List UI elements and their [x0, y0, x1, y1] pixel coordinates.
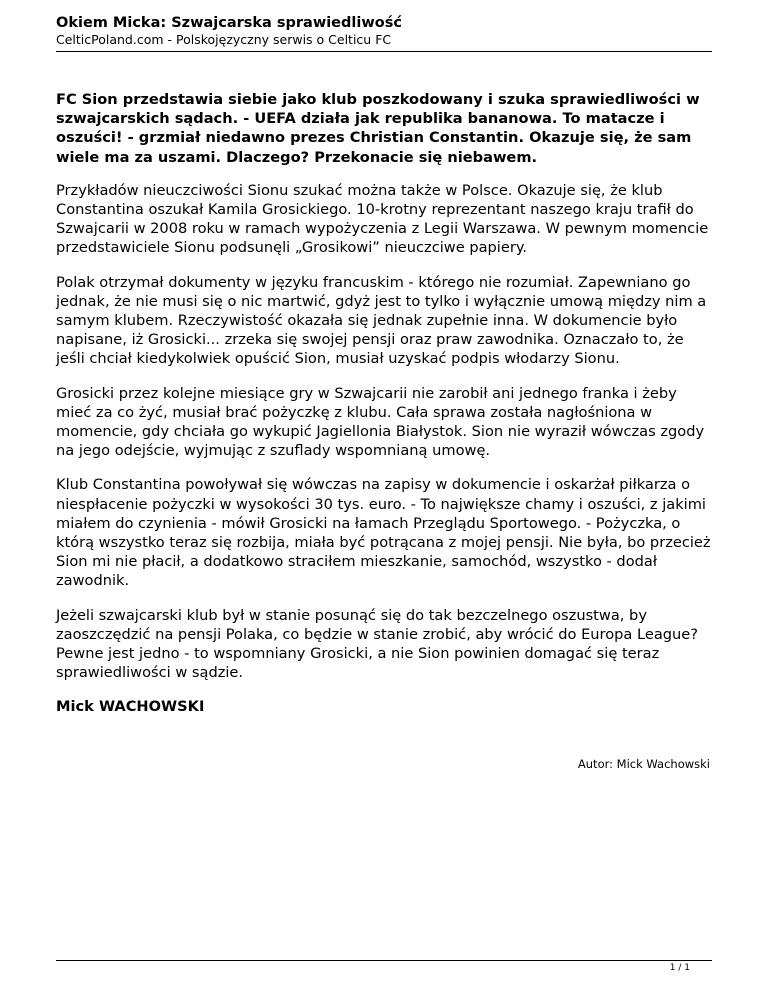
page-number: 1 / 1	[669, 963, 690, 973]
paragraph-4: Klub Constantina powoływał się wówczas na zapisy w dokumencie i oskarżał piłkarza o niespłacenie pożyczki w wysokości 30 tys. euro. - To największe chamy i oszuści, z jakimi miałem do czynienia - mówił Grosicki na łamach Przeglądu Sportowego. - Pożyczka, o którą wszystko teraz się rozbija, miała być potrącana z mojej pensji. Nie była, bo przecież Sion mi nie płacił, a dodatkowo straciłem mieszkanie, samochód, wszystko - dodał zawodnik.	[56, 476, 711, 590]
article-body	[56, 90, 716, 717]
paragraph-2: Polak otrzymał dokumenty w języku francuskim - którego nie rozumiał. Zapewniano go jednak, że nie musi się o nic martwić, gdyż jest to tylko i wyłącznie umową między nim a samym klubem. Rzeczywistość okazała się jednak zupełnie inna. W dokumencie było napisane, iż Grosicki... zrzeka się swojej pensji oraz praw zawodnika. Oznaczało to, że jeśli chciał kiedykolwiek opuścić Sion, musiał uzyskać podpis włodarzy Sionu.	[56, 273, 707, 368]
site-subtitle: CelticPoland.com - Polskojęzyczny serwis o Celticu FC	[56, 32, 392, 47]
paragraph-1: Przykładów nieuczciwości Sionu szukać można także w Polsce. Okazuje się, że klub Constantina oszukał Kamila Grosickiego. 10-krotny reprezentant naszego kraju trafił do Szwajcarii w 2008 roku w ramach wypożyczenia z Legii Warszawa. W pewnym momencie przedstawiciele Sionu podsunęli „Grosikowi” nieuczciwe papiery.	[56, 181, 709, 257]
page-header	[56, 14, 712, 48]
article-title: Okiem Micka: Szwajcarska sprawiedliwość	[56, 15, 402, 31]
footer-divider	[56, 960, 712, 961]
paragraph-5: Jeżeli szwajcarski klub był w stanie posunąć się do tak bezczelnego oszustwa, by zaoszczędzić na pensji Polaka, co będzie w stanie zrobić, aby wrócić do Europa League? Pewne jest jedno - to wspomniany Grosicki, a nie Sion powinien domagać się teraz sprawiedliwości w sądzie.	[56, 606, 699, 682]
article-lead: FC Sion przedstawia siebie jako klub poszkodowany i szuka sprawiedliwości w szwajcarskich sądach. - UEFA działa jak republika bananowa. To matacze i oszuści! - grzmiał niedawno prezes Christian Constantin. Okazuje się, że sam wiele ma za uszami. Dlaczego? Przekonacie się niebawem.	[56, 91, 700, 166]
author-line: Autor: Mick Wachowski	[577, 757, 710, 771]
header-divider	[56, 51, 712, 52]
paragraph-3: Grosicki przez kolejne miesiące gry w Szwajcarii nie zarobił ani jednego franka i żeby mieć za co żyć, musiał brać pożyczkę z klubu. Cała sprawa została nagłośniona w momencie, gdy chciała go wykupić Jagiellonia Białystok. Sion nie wyraził wówczas zgody na jego odejście, wyjmując z szuflady wspomnianą umowę.	[56, 384, 705, 460]
article-signoff: Mick WACHOWSKI	[56, 698, 205, 716]
